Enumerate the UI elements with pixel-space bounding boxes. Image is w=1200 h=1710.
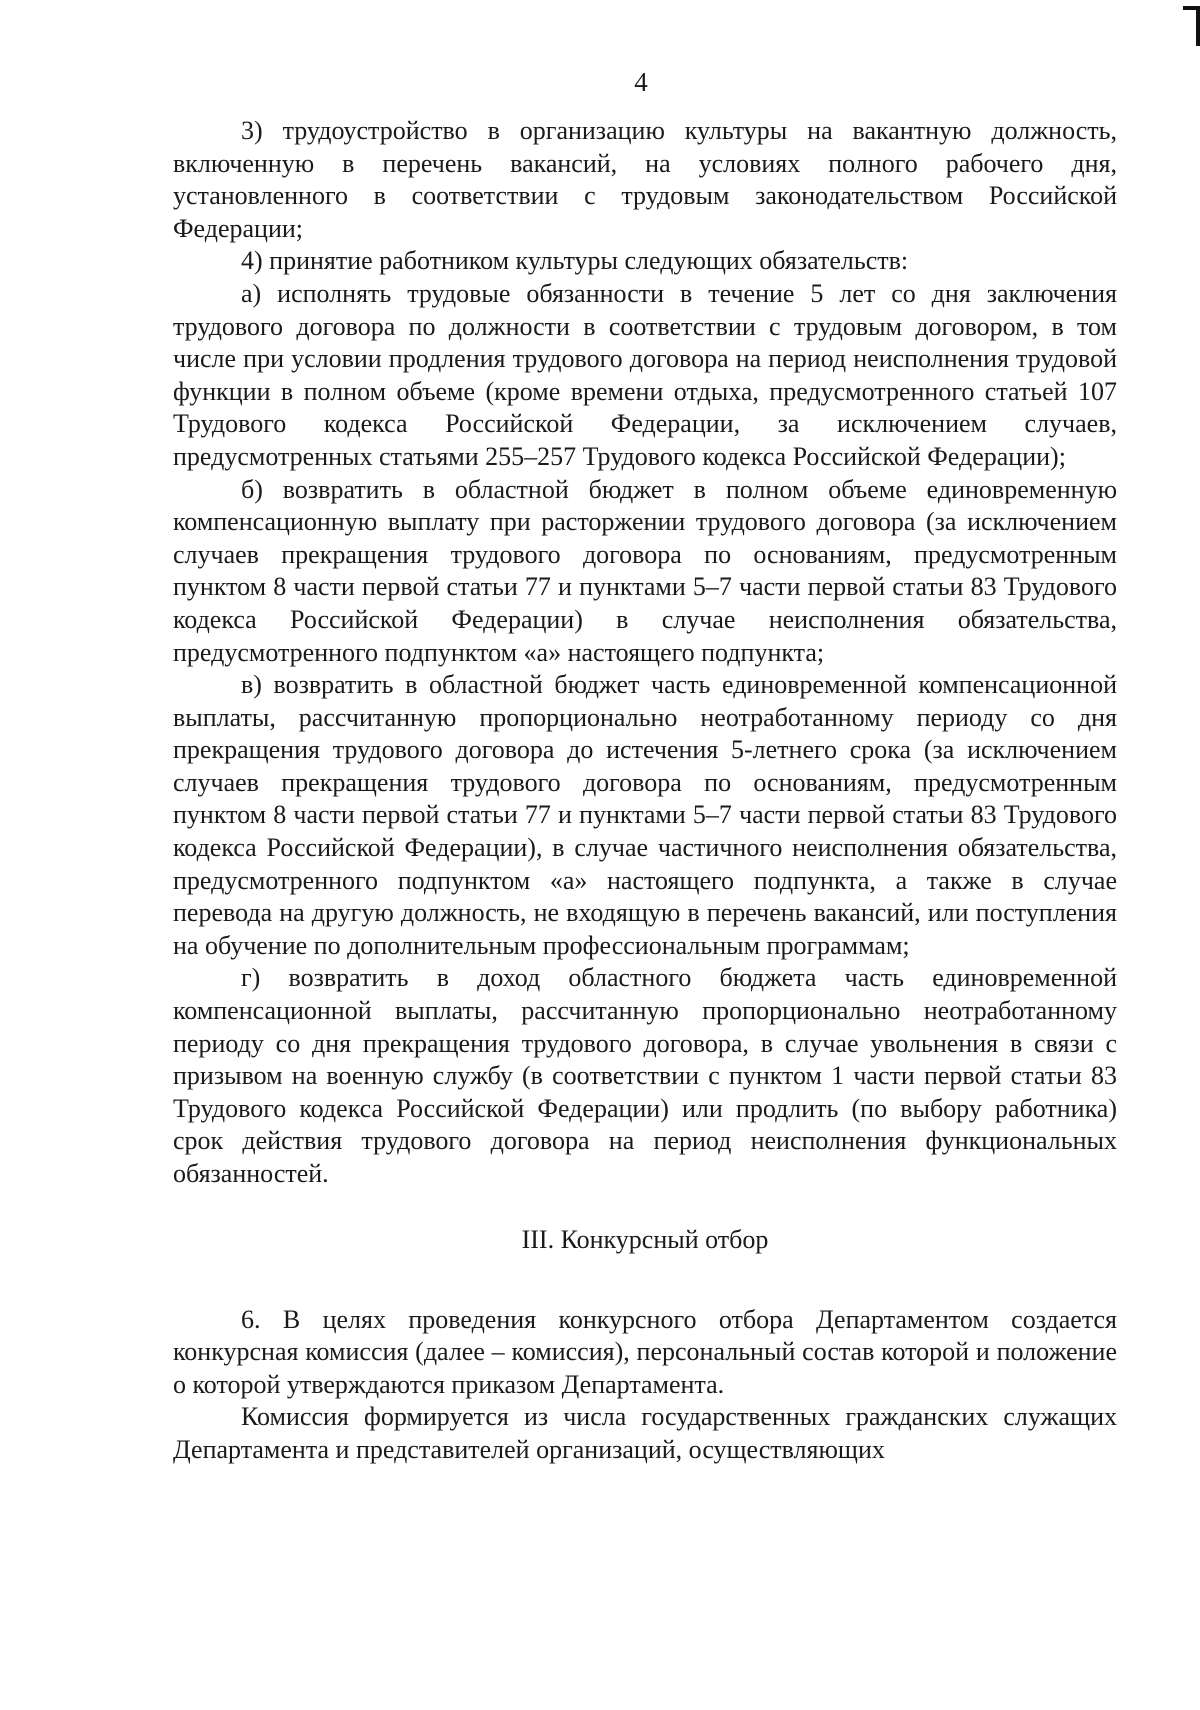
paragraph-subitem-b: б) возвратить в областной бюджет в полном объеме единовременную компенсационную выплату при расторжении трудового договора (за исключением случаев прекращения трудового договора по основаниям, предусмотренным пунктом 8 части первой статьи 77 и пунктами 5–7 части первой статьи 83 Трудового кодекса Российской Федерации) в случае неисполнения обязательства, предусмотренного подпунктом «а» настоящего подпункта; — [173, 474, 1117, 667]
paragraph-subitem-g: г) возвратить в доход областного бюджета часть единовременной компенсационной выплаты, рассчитанную пропорционально неотработанному периоду со дня прекращения трудового договора, в случае увольнения в связи с призывом на военную службу (в соответствии с пунктом 1 части первой статьи 83 Трудового кодекса Российской Федерации) или продлить (по выбору работника) срок действия трудового договора на период неисполнения функциональных обязанностей. — [173, 963, 1117, 1188]
paragraph-commission: Комиссия формируется из числа государственных гражданских служащих Департамента и представителей организаций, осуществляющих — [173, 1402, 1117, 1464]
page-number: 4 — [634, 67, 648, 97]
paragraph-item-4: 4) принятие работником культуры следующих обязательств: — [241, 246, 909, 276]
document-body — [173, 115, 1117, 1467]
paragraph-item-3: 3) трудоустройство в организацию культуры на вакантную должность, включенную в перечень вакансий, на условиях полного рабочего дня, установленного в соответствии с трудовым законодательством Российской Федерации; — [173, 116, 1117, 243]
paragraph-subitem-a: а) исполнять трудовые обязанности в течение 5 лет со дня заключения трудового договора по должности в соответствии с трудовым договором, в том числе при условии продления трудового договора на период неисполнения трудовой функции в полном объеме (кроме времени отдыха, предусмотренного статьей 107 Трудового кодекса Российской Федерации, за исключением случаев, предусмотренных статьями 255–257 Трудового кодекса Российской Федерации); — [173, 278, 1117, 471]
scan-corner-mark — [1182, 0, 1200, 50]
paragraph-clause-6: 6. В целях проведения конкурсного отбора Департаментом создается конкурсная комиссия (далее – комиссия), персональный состав которой и положение о которой утверждаются приказом Департамента. — [173, 1304, 1117, 1399]
section-heading-block — [173, 1191, 1117, 1304]
paragraph-subitem-v: в) возвратить в областной бюджет часть единовременной компенсационной выплаты, рассчитанную пропорционально неотработанному периоду со дня прекращения трудового договора до истечения 5-летнего срока (за исключением случаев прекращения трудового договора по основаниям, предусмотренным пунктом 8 части первой статьи 77 и пунктами 5–7 части первой статьи 83 Трудового кодекса Российской Федерации), в случае частичного неисполнения обязательства, предусмотренного подпунктом «а» настоящего подпункта, а также в случае перевода на другую должность, не входящую в перечень вакансий, или поступления на обучение по дополнительным профессиональным программам; — [173, 670, 1117, 960]
section-heading: III. Конкурсный отбор — [521, 1224, 769, 1254]
